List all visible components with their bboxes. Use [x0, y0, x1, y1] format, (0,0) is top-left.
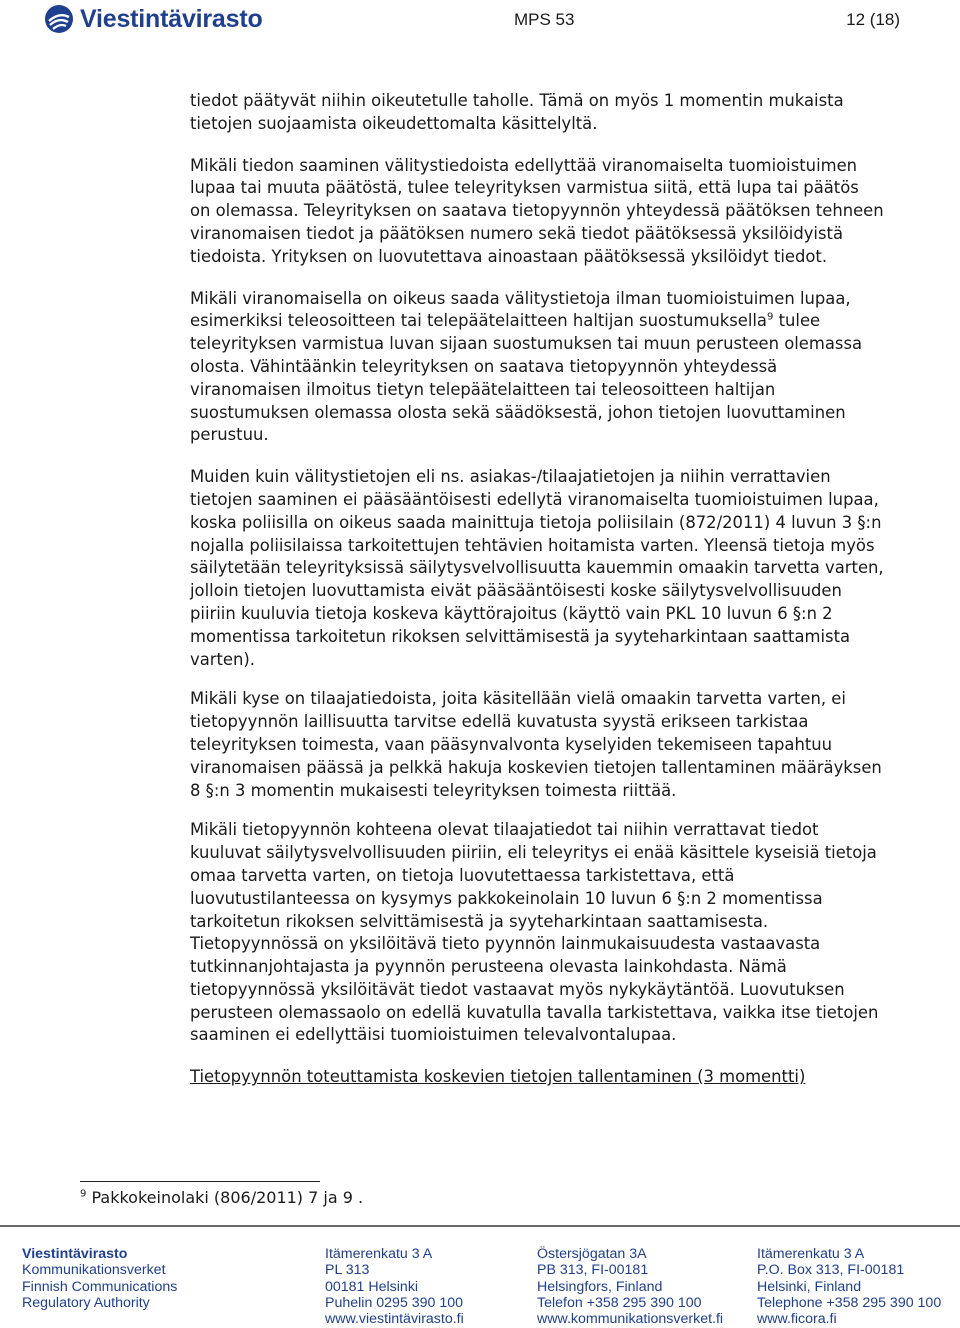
paragraph: Muiden kuin välitystietojen eli ns. asiakas-/tilaajatietojen ja niihin verrattavien tietojen saaminen ei pääsääntöisesti edellytä viranomaiselta tuomioistuimen lupaa, koska poliisilla on oikeus saada mainittuja tietoja poliisilain (872/2011) 4 luvun 3 §:n nojalla poliisilaissa tarkoitettujen tehtävien hoitamista varten. Yleensä tietoja myös säilytetään teleyrityksissä säilytysvelvollisuutta kauemmin omaakin tarvetta varten, jolloin tietojen luovuttamista eivät pääsääntöisesti koske säilytysvelvollisuuden piiriin kuuluvia tietoja koskeva käyttörajoitus (käyttö vain PKL 10 luvun 6 §:n 2 momentissa tarkoitetun rikoksen selvittämisestä ja syyteharkintaan saattamista varten).	[190, 467, 884, 669]
footer-address-fi	[325, 1246, 464, 1327]
footer-line: Helsingfors, Finland	[537, 1278, 663, 1295]
footer-line: Regulatory Authority	[22, 1294, 150, 1311]
agency-logo	[44, 4, 263, 34]
paragraph: Mikäli tietopyynnön kohteena olevat tilaajatiedot tai niihin verrattavat tiedot kuuluvat säilytysvelvollisuuden piiriin, eli teleyritys ei enää käsittele kyseisiä tietoja omaa tarvetta varten, on tietoja luovutettaessa tarkistettava, että luovutustilanteessa on kysymys pakkokeinolain 10 luvun 6 §:n 2 momentissa tarkoitetun rikoksen selvittämisestä ja syyteharkintaan saattamisesta. Tietopyynnössä on yksilöitävä tieto pyynnön lainmukaisuudesta vastaavasta tutkinnanjohtajasta ja pyynnön perusteena olevasta lainkohdasta. Nämä tietopyynnössä yksilöitävät tiedot vastaavat myös nykykäytäntöä. Luovutuksen perusteen olemassaolo on edellä kuvatulla tavalla tarkistettava, vaikka itse tietojen saaminen ei edellyttäisi tuomioistuimen televalvontalupaa.	[190, 820, 879, 1045]
footer-website-link[interactable]: www.kommunikationsverket.fi	[537, 1311, 724, 1328]
document-id: MPS 53	[514, 10, 575, 29]
footer-line: Östersjögatan 3A	[537, 1246, 647, 1262]
footer-line: Telefon +358 295 390 100	[537, 1294, 702, 1311]
footer-line: P.O. Box 313, FI-00181	[757, 1262, 905, 1279]
footer-line: Itämerenkatu 3 A	[757, 1246, 865, 1262]
footer-website-link[interactable]: www.viestintävirasto.fi	[325, 1311, 464, 1328]
section-heading: Tietopyynnön toteuttamista koskevien tietojen tallentaminen (3 momentti)	[190, 1067, 806, 1087]
paragraph-text: tulee teleyrityksen varmistua luvan sijaan suostumuksen tai muun perusteen olemassa olosta. Vähintäänkin teleyrityksen on saatava tietopyynnön yhteydessä viranomaisen ilmoitus tietyn telepäätelaitteen tai teleosoitteen haltijan suostumuksen olemassa olosta sekä säädöksestä, johon tietojen luovuttaminen perustuu.	[190, 311, 863, 445]
viestintavirasto-emblem-icon	[44, 4, 74, 34]
paragraph: Mikäli tiedon saaminen välitystiedoista edellyttää viranomaiselta tuomioistuimen lupaa tai muuta päätöstä, tulee teleyrityksen varmistua siitä, että lupa tai päätös on olemassa. Teleyrityksen on saatava tietopyynnön yhteydessä päätöksen tehneen viranomaisen tiedot ja päätöksen numero sekä tiedot päätöksessä yksilöidyistä tiedoista. Yrityksen on luovutettava ainoastaan päätöksessä yksilöidyt tiedot.	[190, 155, 884, 266]
footer-line: 00181 Helsinki	[325, 1278, 419, 1295]
footer-line: Helsinki, Finland	[757, 1278, 862, 1295]
footer-website-link[interactable]: www.ficora.fi	[757, 1311, 837, 1328]
footer-line: Itämerenkatu 3 A	[325, 1246, 433, 1262]
logo-text: Viestintävirasto	[80, 4, 263, 33]
footer-line: Puhelin 0295 390 100	[325, 1294, 464, 1311]
footnote-divider	[80, 1181, 320, 1182]
paragraph: Mikäli kyse on tilaajatiedoista, joita käsitellään vielä omaakin tarvetta varten, ei tietopyynnön laillisuutta tarvitse edellä kuvatusta syystä erikseen tarkistaa teleyrityksen toimesta, vaan pääsynvalvonta kyselyiden tekemiseen tapahtuu viranomaisen päässä ja pelkkä hakuja koskevien tietojen tallentaminen määräyksen 8 §:n 3 momentin mukaisesti teleyrityksen toimesta riittää.	[190, 689, 882, 800]
paragraph	[190, 288, 884, 448]
footnote-reference[interactable]: 9	[766, 311, 774, 323]
footer-line: Telephone +358 295 390 100	[757, 1294, 942, 1311]
footer-agency-names	[22, 1246, 177, 1311]
footer-address-sv	[537, 1246, 723, 1327]
footer-line: Viestintävirasto	[22, 1246, 128, 1262]
footer-line: Finnish Communications	[22, 1278, 178, 1295]
footer-line: PL 313	[325, 1262, 370, 1279]
footnote	[80, 1188, 363, 1207]
footnote-text: Pakkokeinolaki (806/2011) 7 ja 9 .	[91, 1188, 364, 1207]
footer-divider	[0, 1225, 960, 1227]
footer-line: PB 313, FI-00181	[537, 1262, 649, 1279]
paragraph: tiedot päätyvät niihin oikeutetulle taholle. Tämä on myös 1 momentin mukaista tietojen suojaamista oikeudettomalta käsittelyltä.	[190, 91, 844, 133]
footer-address-en	[757, 1246, 941, 1327]
page-number: 12 (18)	[846, 10, 900, 29]
paragraph-text: Mikäli viranomaisella on oikeus saada välitystietoja ilman tuomioistuimen lupaa, esimerkiksi teleosoitteen tai telepäätelaitteen haltijan suostumuksella	[190, 288, 851, 331]
footer-line: Kommunikationsverket	[22, 1262, 166, 1279]
footnote-number: 9	[80, 1188, 87, 1200]
document-body	[190, 90, 884, 1108]
